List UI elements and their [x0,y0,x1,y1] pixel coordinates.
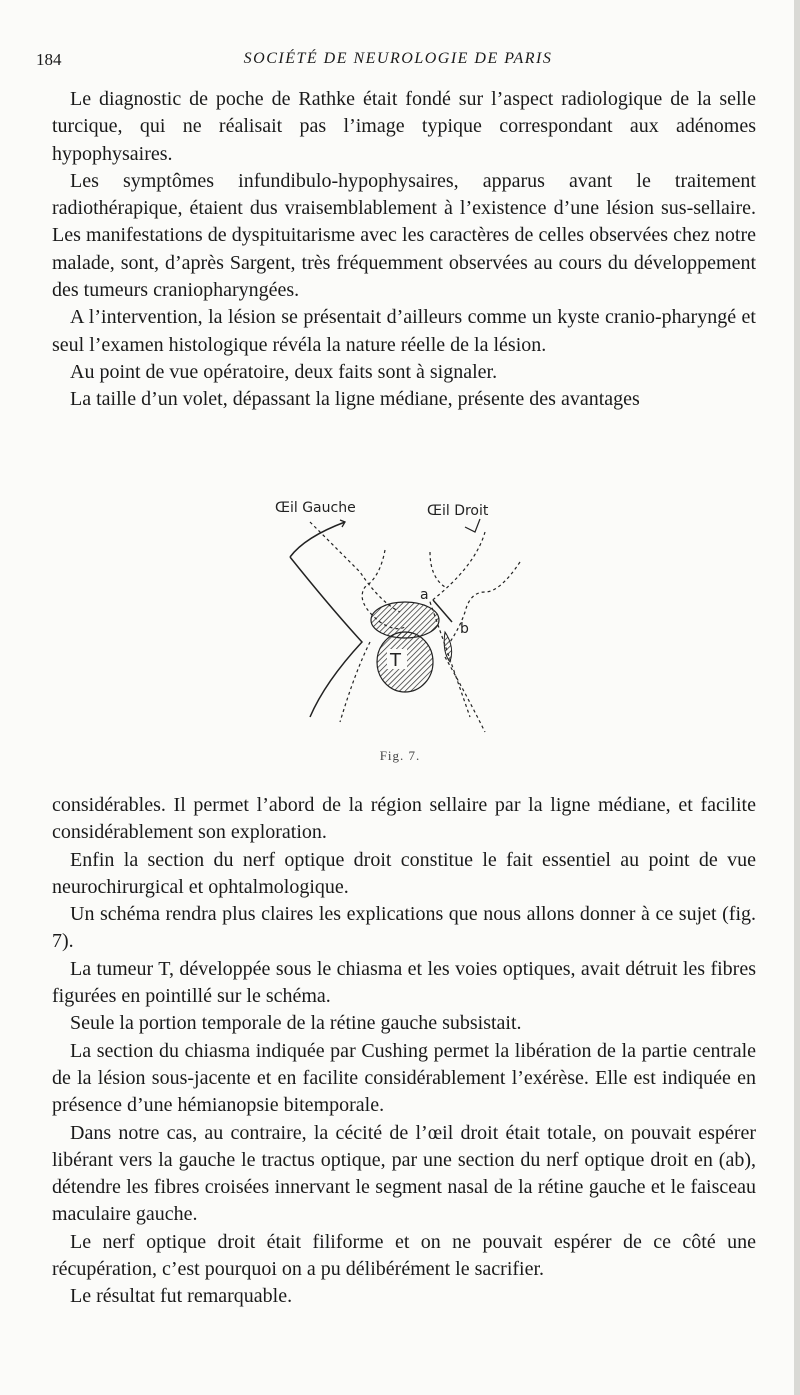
paragraph: Seule la portion temporale de la rétine gauche subsistait. [70,1012,522,1035]
figure-optic-chiasm-diagram [270,492,540,742]
label-a: a [420,587,429,603]
text-block-top [52,86,756,414]
paragraph: Le résultat fut remarquable. [70,1285,293,1308]
right-tract-dotted [445,657,485,732]
left-tract-dotted [340,642,370,722]
paragraph: considérables. Il permet l’abord de la région sellaire par la ligne médiane, et facilite considérablement son exploration. [52,794,756,844]
right-dotted-fiber [430,532,485,602]
page-number: 184 [36,50,62,69]
paragraph: La section du chiasma indiquée par Cushing permet la libération de la partie centrale de la lésion sous-jacente et en facilite considérablement l’exérèse. Elle est indiquée en présence d’une hémianopsie bitemporale. [52,1039,756,1117]
paragraph: Au point de vue opératoire, deux faits sont à signaler. [70,360,498,383]
figure-caption: Fig. 7. [379,748,421,763]
label-b: b [460,621,469,637]
paragraph: Enfin la section du nerf optique droit constitue le fait essentiel au point de vue neurochirurgical et ophtalmologique. [52,848,756,898]
label-left-eye: Œil Gauche [275,500,356,516]
paragraph: La tumeur T, développée sous le chiasma et les voies optiques, avait détruit les fibres figurées en pointillé sur le schéma. [52,957,756,1008]
right-nasal-dotted-fiber [430,552,445,587]
text-block-bottom [52,792,756,1311]
running-title: SOCIÉTÉ DE NEUROLOGIE DE PARIS [243,50,553,67]
paragraph: Le diagnostic de poche de Rathke était fondé sur l’aspect radiologique de la selle turcique, qui ne réalisait pas l’image typique correspondant aux adénomes hypophysaires. [52,88,756,165]
paragraph: Le nerf optique droit était filiforme et on ne pouvait espérer de ce côté une récupération, c’est pourquoi on a pu délibérément le sacrifier. [52,1230,756,1281]
page-header [36,50,760,74]
label-right-eye: Œil Droit [427,503,489,519]
diagram-svg [270,492,540,742]
paragraph: Les symptômes infundibulo-hypophysaires, apparus avant le traitement radiothérapique, étaient dus vraisemblablement à l’existence d’une lésion sus-sellaire. Les manifestations de dyspituitarisme avec les caractères de celles observées chez notre malade, sont, d’après Sargent, très fréquemment observées au cours du développement des tumeurs craniopharyngées. [52,169,756,302]
page-edge-shadow [794,0,800,1395]
left-optic-tract [290,557,362,717]
paragraph: A l’intervention, la lésion se présentait d’ailleurs comme un kyste cranio-pharyngé et seul l’examen histologique révéla la nature réelle de la lésion. [52,306,756,356]
paragraph: La taille d’un volet, dépassant la ligne médiane, présente des avantages [70,388,640,411]
paragraph: Dans notre cas, au contraire, la cécité de l’œil droit était totale, on pouvait espérer libérant vers la gauche le tractus optique, par une section du nerf optique droit en (ab), détendre les fibres croisées innervant le segment nasal de la rétine gauche et le faisceau maculaire gauche. [52,1121,756,1226]
left-eye-solid-fiber [290,522,345,557]
paragraph: Un schéma rendra plus claires les explications que nous allons donner à ce sujet (fig. 7). [52,903,756,953]
arrow-head-right [465,519,480,532]
label-tumor: T [390,650,401,671]
